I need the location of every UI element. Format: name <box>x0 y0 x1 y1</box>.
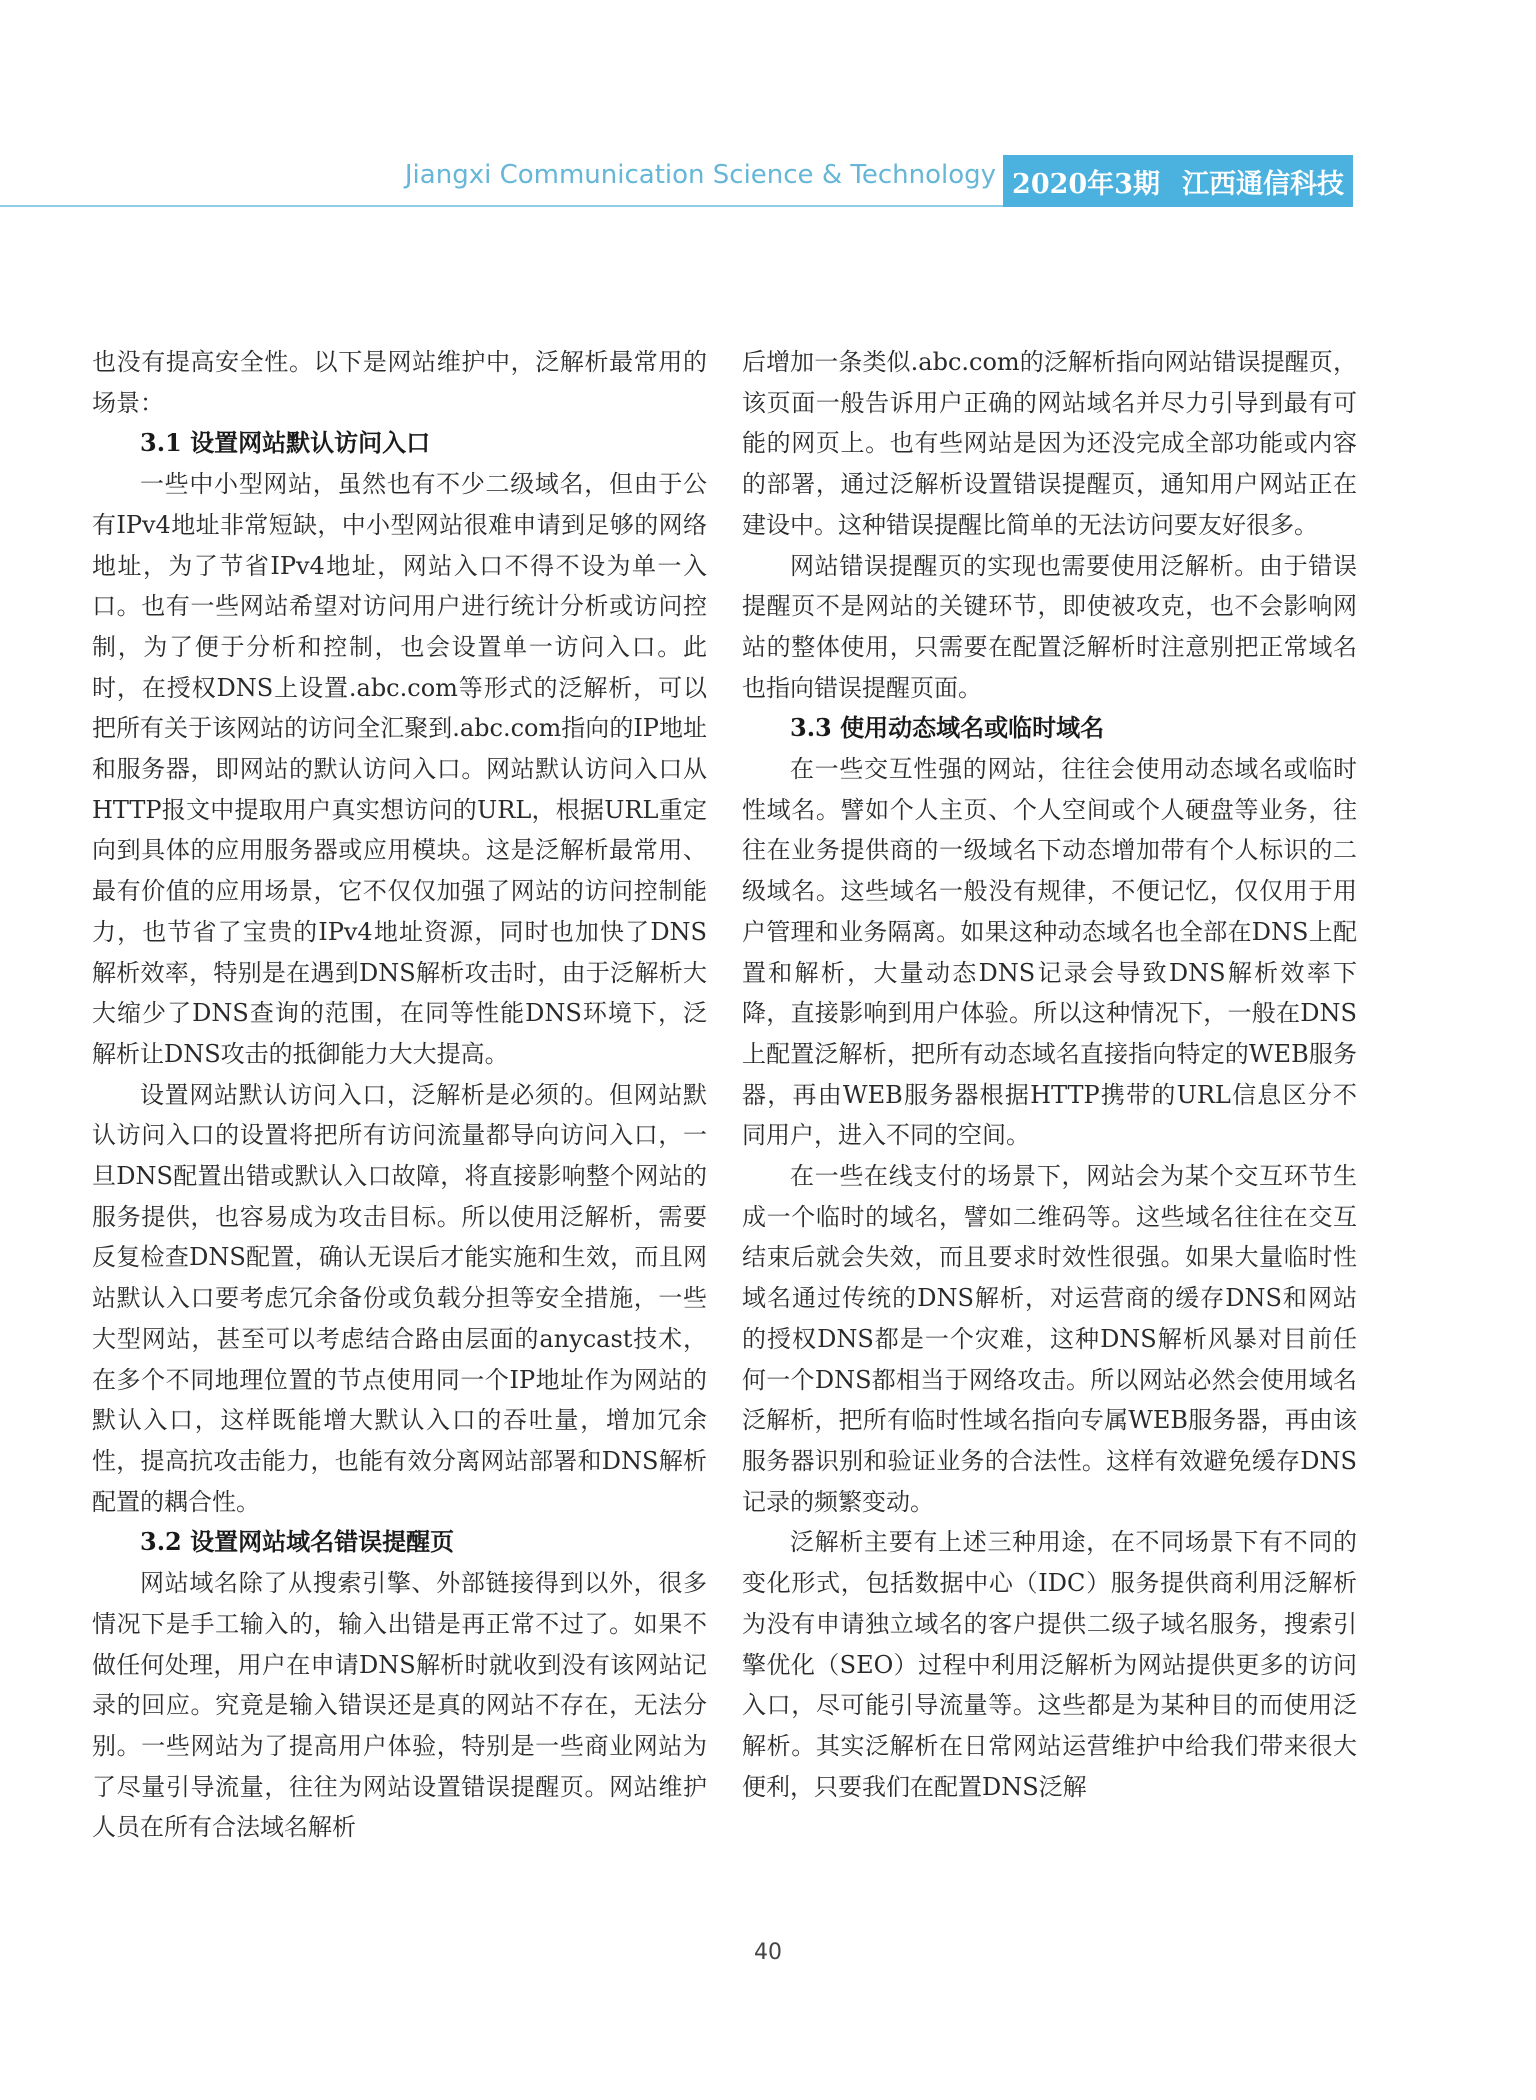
paragraph: 后增加一条类似.abc.com的泛解析指向网站错误提醒页，该页面一般告诉用户正确的网站域名并尽力引导到最有可能的网页上。也有些网站是因为还没完成全部功能或内容的部署，通过泛解析设置错误提醒页，通知用户网站正在建设中。这种错误提醒比简单的无法访问要友好很多。 <box>742 348 1357 539</box>
paragraph: 在一些交互性强的网站，往往会使用动态域名或临时性域名。譬如个人主页、个人空间或个人硬盘等业务，往往在业务提供商的一级域名下动态增加带有个人标识的二级域名。这些域名一般没有规律，不便记忆，仅仅用于用户管理和业务隔离。如果这种动态域名也全部在DNS上配置和解析，大量动态DNS记录会导致DNS解析效率下降，直接影响到用户体验。所以这种情况下，一般在DNS上配置泛解析，把所有动态域名直接指向特定的WEB服务器，再由WEB服务器根据HTTP携带的URL信息区分不同用户，进入不同的空间。 <box>742 755 1357 1150</box>
right-column <box>742 342 1357 1807</box>
paragraph: 也没有提高安全性。以下是网站维护中，泛解析最常用的场景： <box>92 348 707 417</box>
left-column <box>92 342 707 1848</box>
section-heading-3-3: 3.3 使用动态域名或临时域名 <box>790 713 1105 743</box>
journal-title-english: Jiangxi Communication Science & Technology <box>404 160 996 190</box>
journal-title-chinese: 江西通信科技 <box>1181 168 1344 200</box>
section-heading-3-2: 3.2 设置网站域名错误提醒页 <box>140 1527 455 1557</box>
paragraph: 一些中小型网站，虽然也有不少二级域名，但由于公有IPv4地址非常短缺，中小型网站很难申请到足够的网络地址，为了节省IPv4地址，网站入口不得不设为单一入口。也有一些网站希望对访问用户进行统计分析或访问控制，为了便于分析和控制，也会设置单一访问入口。此时，在授权DNS上设置.abc.com等形式的泛解析，可以把所有关于该网站的访问全汇聚到.abc.com指向的IP地址和服务器，即网站的默认访问入口。网站默认访问入口从HTTP报文中提取用户真实想访问的URL，根据URL重定向到具体的应用服务器或应用模块。这是泛解析最常用、最有价值的应用场景，它不仅仅加强了网站的访问控制能力，也节省了宝贵的IPv4地址资源，同时也加快了DNS解析效率，特别是在遇到DNS解析攻击时，由于泛解析大大缩少了DNS查询的范围，在同等性能DNS环境下，泛解析让DNS攻击的抵御能力大大提高。 <box>92 470 707 1068</box>
issue-banner <box>1003 155 1353 207</box>
paragraph: 在一些在线支付的场景下，网站会为某个交互环节生成一个临时的域名，譬如二维码等。这些域名往往在交互结束后就会失效，而且要求时效性很强。如果大量临时性域名通过传统的DNS解析，对运营商的缓存DNS和网站的授权DNS都是一个灾难，这种DNS解析风暴对目前任何一个DNS都相当于网络攻击。所以网站必然会使用域名泛解析，把所有临时性域名指向专属WEB服务器，再由该服务器识别和验证业务的合法性。这样有效避免缓存DNS记录的频繁变动。 <box>742 1162 1357 1516</box>
paragraph: 设置网站默认访问入口，泛解析是必须的。但网站默认访问入口的设置将把所有访问流量都导向访问入口，一旦DNS配置出错或默认入口故障，将直接影响整个网站的服务提供，也容易成为攻击目标。所以使用泛解析，需要反复检查DNS配置，确认无误后才能实施和生效，而且网站默认入口要考虑冗余备份或负载分担等安全措施，一些大型网站，甚至可以考虑结合路由层面的anycast技术，在多个不同地理位置的节点使用同一个IP地址作为网站的默认入口，这样既能增大默认入口的吞吐量，增加冗余性，提高抗攻击能力，也能有效分离网站部署和DNS解析配置的耦合性。 <box>92 1080 707 1516</box>
paragraph: 泛解析主要有上述三种用途，在不同场景下有不同的变化形式，包括数据中心（IDC）服务提供商利用泛解析为没有申请独立域名的客户提供二级子域名服务，搜索引擎优化（SEO）过程中利用泛解析为网站提供更多的访问入口，尽可能引导流量等。这些都是为某种目的而使用泛解析。其实泛解析在日常网站运营维护中给我们带来很大便利，只要我们在配置DNS泛解 <box>742 1528 1357 1801</box>
paragraph: 网站域名除了从搜索引擎、外部链接得到以外，很多情况下是手工输入的，输入出错是再正常不过了。如果不做任何处理，用户在申请DNS解析时就收到没有该网站记录的回应。究竟是输入错误还是真的网站不存在，无法分别。一些网站为了提高用户体验，特别是一些商业网站为了尽量引导流量，往往为网站设置错误提醒页。网站维护人员在所有合法域名解析 <box>92 1569 707 1842</box>
page-number: 40 <box>754 1940 782 1965</box>
issue-label: 2020年3期 <box>1012 168 1160 200</box>
section-heading-3-1: 3.1 设置网站默认访问入口 <box>140 428 431 458</box>
paragraph: 网站错误提醒页的实现也需要使用泛解析。由于错误提醒页不是网站的关键环节，即使被攻克，也不会影响网站的整体使用，只需要在配置泛解析时注意别把正常域名也指向错误提醒页面。 <box>742 551 1357 702</box>
